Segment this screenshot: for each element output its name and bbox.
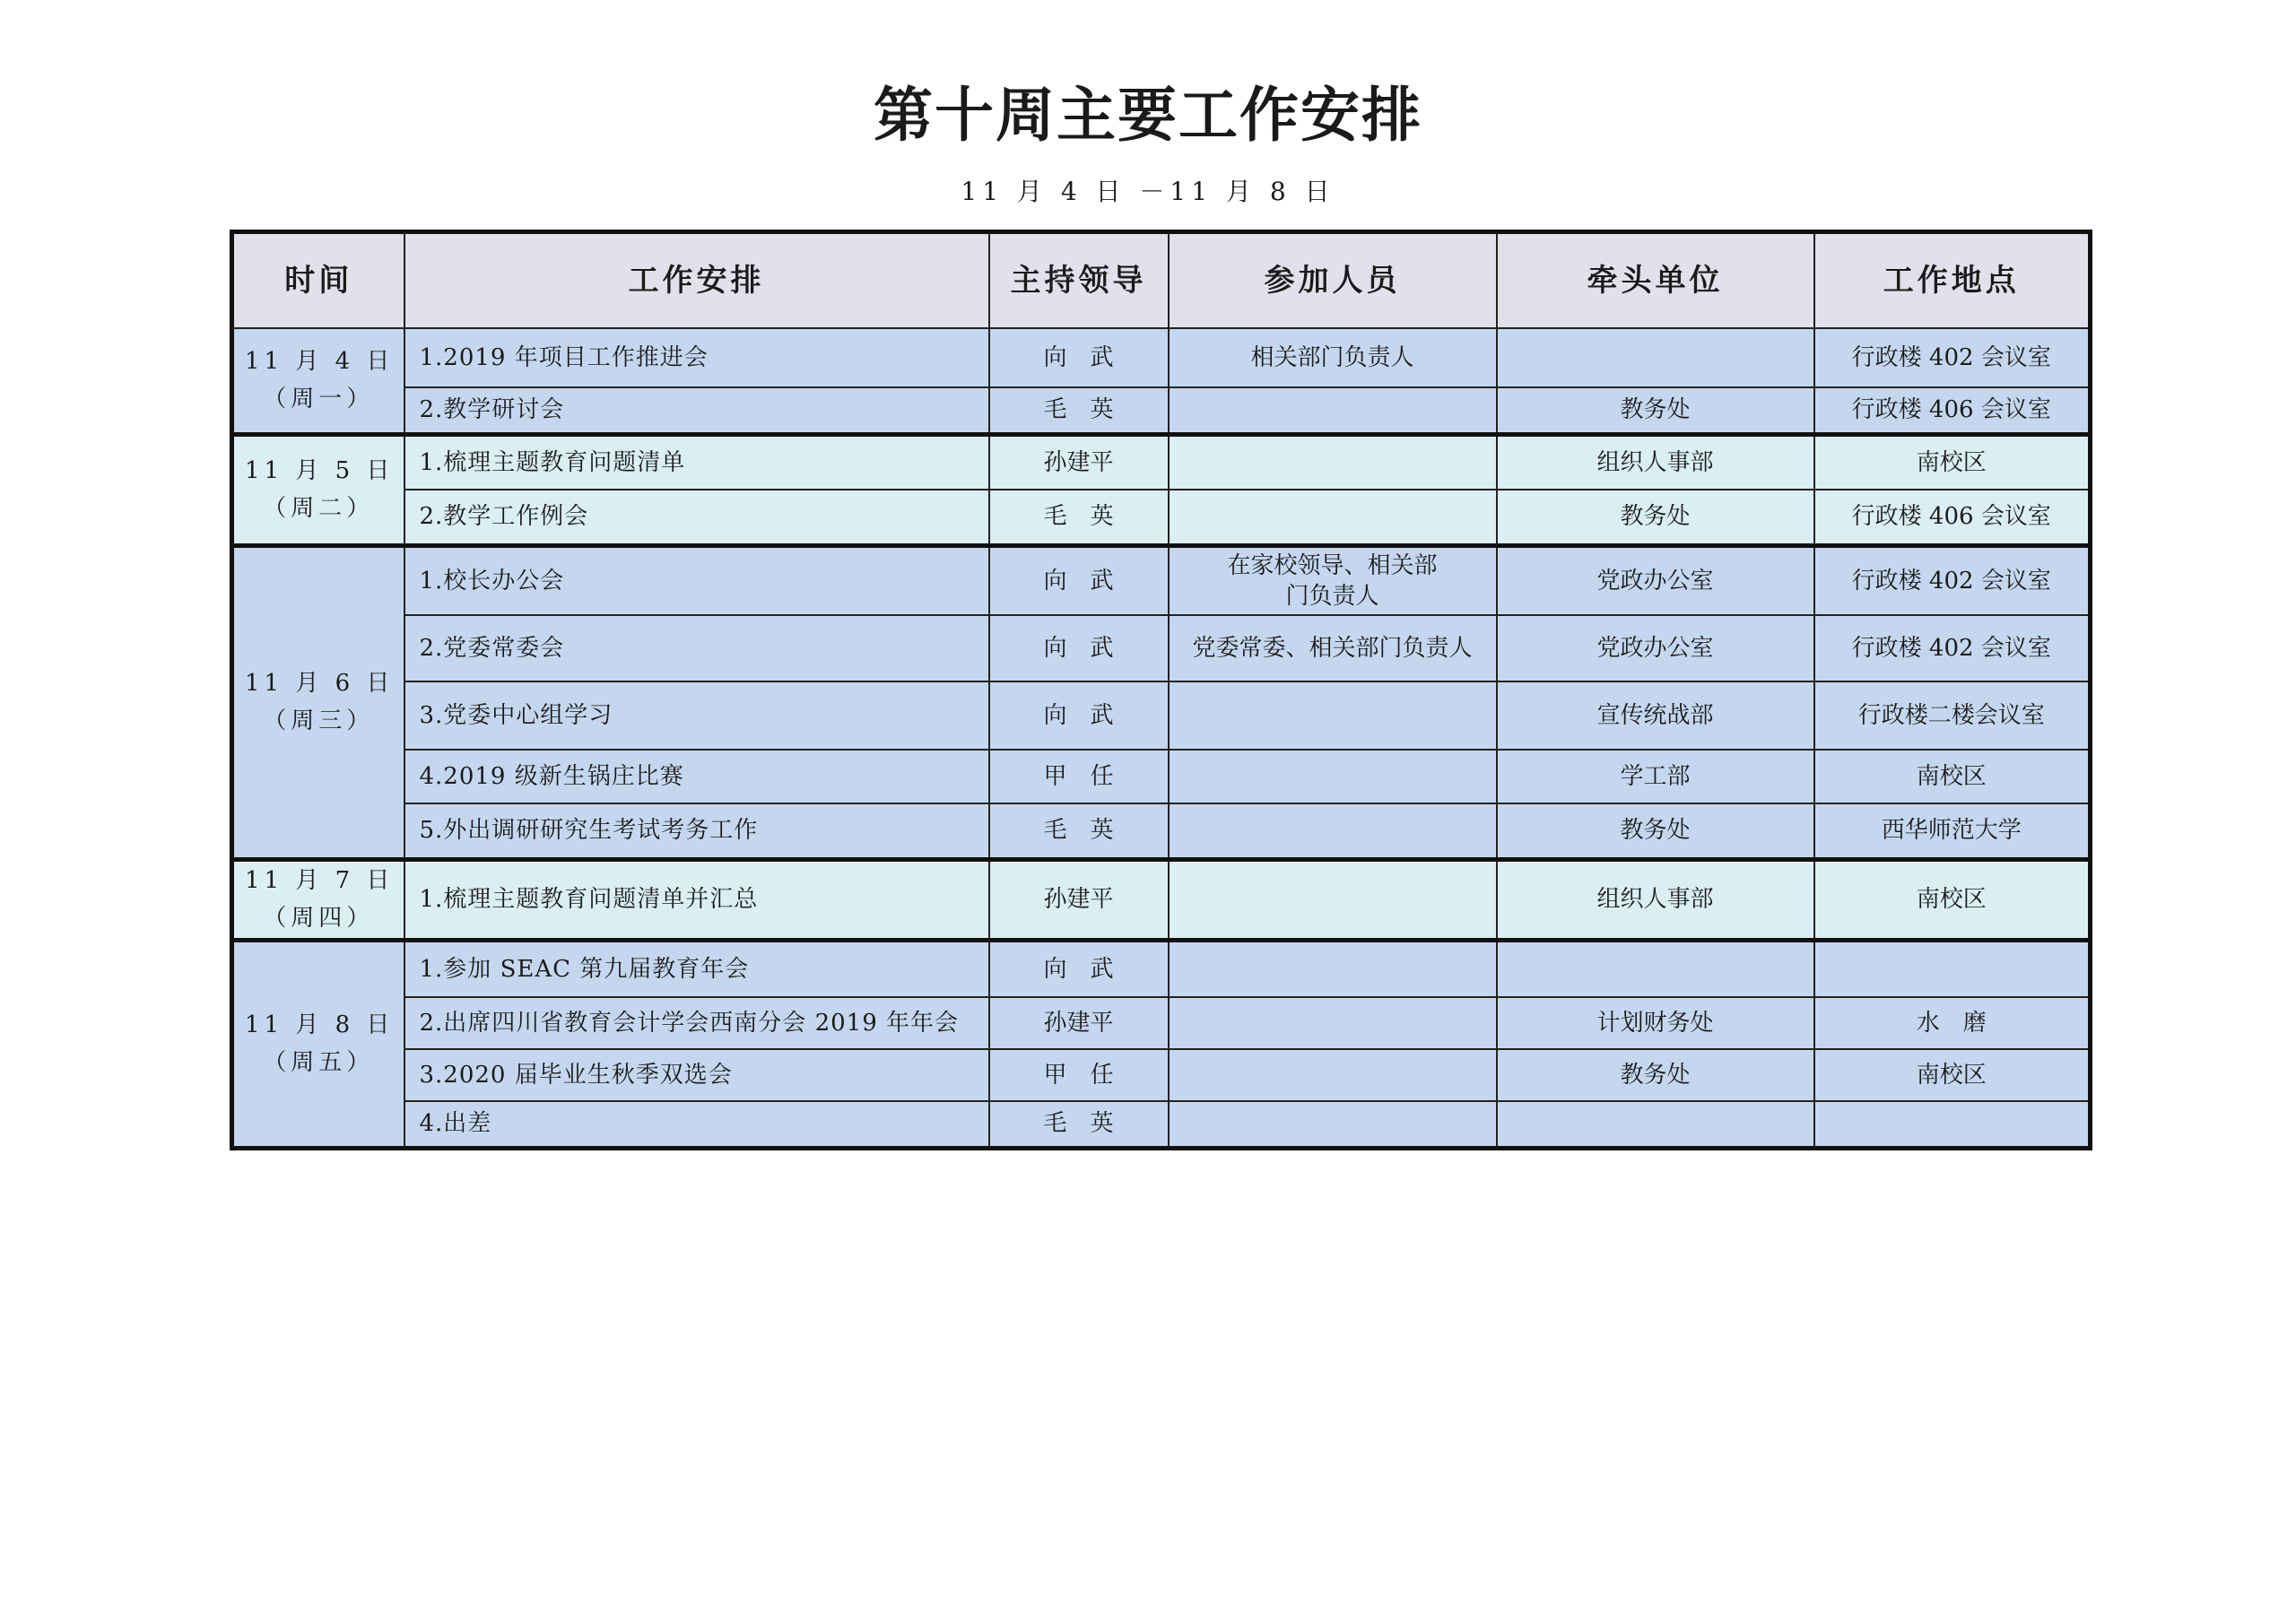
table-row [232, 1101, 2091, 1148]
table-row [232, 615, 2091, 681]
page-title: 第十周主要工作安排 [874, 80, 1422, 150]
participants-cell [1169, 387, 1497, 434]
task-cell: 2.党委常委会 [404, 615, 989, 681]
day-weekday: （周三） [263, 707, 375, 734]
table-row [232, 803, 2091, 859]
day-date: 11 月 6 日 [245, 670, 395, 697]
day-cell [232, 545, 404, 859]
lead-unit-cell: 党政办公室 [1497, 545, 1814, 615]
day-date: 11 月 4 日 [245, 348, 395, 376]
host-cell: 向 武 [989, 328, 1169, 387]
task-cell: 2.教学研讨会 [404, 387, 989, 434]
day-cell [232, 859, 404, 940]
task-cell: 1.梳理主题教育问题清单 [404, 434, 989, 490]
table-row [232, 434, 2091, 490]
participants-cell: 党委常委、相关部门负责人 [1169, 615, 1497, 681]
table-row [232, 750, 2091, 803]
day-weekday: （周五） [263, 1049, 375, 1076]
location-cell: 南校区 [1814, 859, 2091, 940]
host-cell: 向 武 [989, 940, 1169, 997]
task-cell: 4.出差 [404, 1101, 989, 1148]
participants-cell: 相关部门负责人 [1169, 328, 1497, 387]
host-cell: 向 武 [989, 615, 1169, 681]
table-row [232, 545, 2091, 615]
day-weekday: （周四） [263, 905, 375, 932]
host-cell: 毛 英 [989, 490, 1169, 545]
table-row [232, 997, 2091, 1049]
day-date: 11 月 7 日 [245, 867, 395, 894]
lead-unit-cell [1497, 1101, 1814, 1148]
location-cell: 南校区 [1814, 434, 2091, 490]
task-cell: 3.2020 届毕业生秋季双选会 [404, 1049, 989, 1101]
location-cell: 行政楼 406 会议室 [1814, 387, 2091, 434]
table-row [232, 328, 2091, 387]
day-cell [232, 434, 404, 545]
participants-cell [1169, 940, 1497, 997]
participants-cell [1169, 1049, 1497, 1101]
location-cell [1814, 1101, 2091, 1148]
table-row [232, 940, 2091, 997]
lead-unit-cell: 教务处 [1497, 387, 1814, 434]
host-cell: 甲 任 [989, 1049, 1169, 1101]
table-row [232, 859, 2091, 940]
participants-cell [1169, 803, 1497, 859]
host-cell: 孙建平 [989, 997, 1169, 1049]
participants-cell [1169, 681, 1497, 750]
header-task: 工作安排 [404, 232, 989, 329]
participants-cell [1169, 997, 1497, 1049]
location-cell: 行政楼 406 会议室 [1814, 490, 2091, 545]
location-cell [1814, 940, 2091, 997]
header-host: 主持领导 [989, 232, 1169, 329]
task-cell: 1.梳理主题教育问题清单并汇总 [404, 859, 989, 940]
day-date: 11 月 8 日 [245, 1011, 395, 1038]
participants-cell [1169, 434, 1497, 490]
table-row [232, 387, 2091, 434]
lead-unit-cell: 教务处 [1497, 1049, 1814, 1101]
day-cell [232, 940, 404, 1148]
host-cell: 毛 英 [989, 803, 1169, 859]
header-location: 工作地点 [1814, 232, 2091, 329]
task-cell: 3.党委中心组学习 [404, 681, 989, 750]
lead-unit-cell: 计划财务处 [1497, 997, 1814, 1049]
header-row [232, 232, 2091, 329]
location-cell: 南校区 [1814, 1049, 2091, 1101]
lead-unit-cell: 教务处 [1497, 803, 1814, 859]
table-row [232, 490, 2091, 545]
table-row [232, 1049, 2091, 1101]
participants-cell [1169, 490, 1497, 545]
location-cell: 行政楼 402 会议室 [1814, 545, 2091, 615]
day-weekday: （周一） [263, 386, 375, 413]
location-cell: 行政楼 402 会议室 [1814, 328, 2091, 387]
task-cell: 1.参加 SEAC 第九届教育年会 [404, 940, 989, 997]
host-cell: 孙建平 [989, 859, 1169, 940]
host-cell: 毛 英 [989, 1101, 1169, 1148]
lead-unit-cell: 宣传统战部 [1497, 681, 1814, 750]
participants-cell [1169, 750, 1497, 803]
participants-cell [1169, 859, 1497, 940]
lead-unit-cell: 党政办公室 [1497, 615, 1814, 681]
header-time: 时间 [232, 232, 404, 329]
day-date: 11 月 5 日 [245, 457, 395, 484]
task-cell: 4.2019 级新生锅庄比赛 [404, 750, 989, 803]
task-cell: 2.教学工作例会 [404, 490, 989, 545]
lead-unit-cell [1497, 328, 1814, 387]
participants-cell: 在家校领导、相关部门负责人 [1169, 545, 1497, 615]
location-cell: 行政楼二楼会议室 [1814, 681, 2091, 750]
location-cell: 水 磨 [1814, 997, 2091, 1049]
schedule-table [230, 230, 2092, 1150]
task-cell: 1.校长办公会 [404, 545, 989, 615]
location-cell: 西华师范大学 [1814, 803, 2091, 859]
location-cell: 行政楼 402 会议室 [1814, 615, 2091, 681]
host-cell: 孙建平 [989, 434, 1169, 490]
host-cell: 向 武 [989, 681, 1169, 750]
lead-unit-cell: 组织人事部 [1497, 434, 1814, 490]
table-row [232, 681, 2091, 750]
location-cell: 南校区 [1814, 750, 2091, 803]
task-cell: 5.外出调研研究生考试考务工作 [404, 803, 989, 859]
lead-unit-cell: 学工部 [1497, 750, 1814, 803]
participants-cell [1169, 1101, 1497, 1148]
day-weekday: （周二） [263, 495, 375, 522]
task-cell: 1.2019 年项目工作推进会 [404, 328, 989, 387]
header-lead-unit: 牵头单位 [1497, 232, 1814, 329]
header-participants: 参加人员 [1169, 232, 1497, 329]
lead-unit-cell [1497, 940, 1814, 997]
task-cell: 2.出席四川省教育会计学会西南分会 2019 年年会 [404, 997, 989, 1049]
host-cell: 毛 英 [989, 387, 1169, 434]
day-cell [232, 328, 404, 434]
lead-unit-cell: 组织人事部 [1497, 859, 1814, 940]
host-cell: 向 武 [989, 545, 1169, 615]
host-cell: 甲 任 [989, 750, 1169, 803]
date-range: 11 月 4 日 －11 月 8 日 [961, 177, 1335, 206]
lead-unit-cell: 教务处 [1497, 490, 1814, 545]
